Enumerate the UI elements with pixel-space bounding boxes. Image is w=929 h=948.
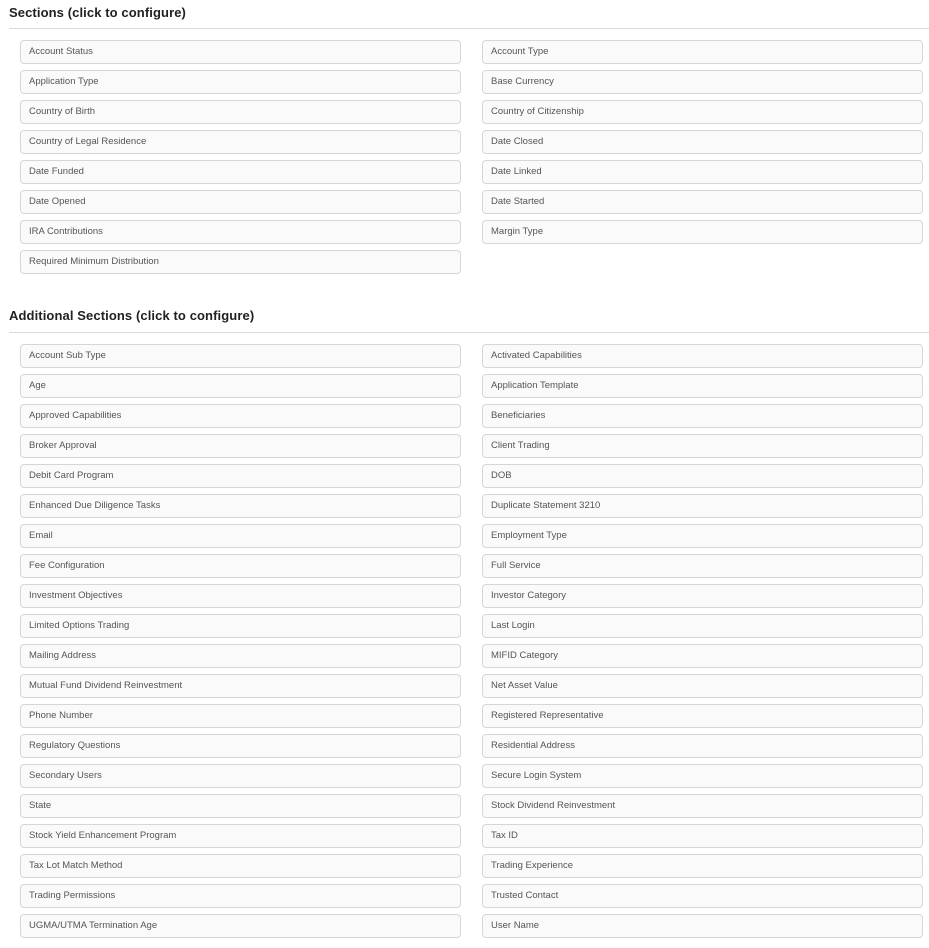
additional-section-item-duplicate-statement-3210[interactable]: Duplicate Statement 3210 bbox=[482, 494, 923, 518]
additional-section-item-net-asset-value[interactable]: Net Asset Value bbox=[482, 674, 923, 698]
section-item-date-funded[interactable]: Date Funded bbox=[20, 160, 461, 184]
section-item-base-currency[interactable]: Base Currency bbox=[482, 70, 923, 94]
additional-section-item-stock-yield-enhancement-program[interactable]: Stock Yield Enhancement Program bbox=[20, 824, 461, 848]
additional-section-item-registered-representative[interactable]: Registered Representative bbox=[482, 704, 923, 728]
additional-section-item-mutual-fund-dividend-reinvestment[interactable]: Mutual Fund Dividend Reinvestment bbox=[20, 674, 461, 698]
additional-section-item-regulatory-questions[interactable]: Regulatory Questions bbox=[20, 734, 461, 758]
section-item-date-started[interactable]: Date Started bbox=[482, 190, 923, 214]
additional-section-item-secondary-users[interactable]: Secondary Users bbox=[20, 764, 461, 788]
section-item-account-status[interactable]: Account Status bbox=[20, 40, 461, 64]
section-item-account-type[interactable]: Account Type bbox=[482, 40, 923, 64]
additional-section-item-dob[interactable]: DOB bbox=[482, 464, 923, 488]
additional-section-item-ugma-utma-termination-age[interactable]: UGMA/UTMA Termination Age bbox=[20, 914, 461, 938]
additional-section-item-trading-experience[interactable]: Trading Experience bbox=[482, 854, 923, 878]
additional-section-item-state[interactable]: State bbox=[20, 794, 461, 818]
additional-section-item-trading-permissions[interactable]: Trading Permissions bbox=[20, 884, 461, 908]
additional-section-item-fee-configuration[interactable]: Fee Configuration bbox=[20, 554, 461, 578]
sections-divider bbox=[9, 28, 929, 29]
additional-section-item-broker-approval[interactable]: Broker Approval bbox=[20, 434, 461, 458]
additional-section-item-email[interactable]: Email bbox=[20, 524, 461, 548]
additional-section-item-age[interactable]: Age bbox=[20, 374, 461, 398]
section-item-country-of-citizenship[interactable]: Country of Citizenship bbox=[482, 100, 923, 124]
additional-section-item-account-sub-type[interactable]: Account Sub Type bbox=[20, 344, 461, 368]
section-item-required-minimum-distribution[interactable]: Required Minimum Distribution bbox=[20, 250, 461, 274]
section-item-country-of-legal-residence[interactable]: Country of Legal Residence bbox=[20, 130, 461, 154]
sections-grid bbox=[20, 40, 923, 274]
additional-section-item-tax-id[interactable]: Tax ID bbox=[482, 824, 923, 848]
section-item-country-of-birth[interactable]: Country of Birth bbox=[20, 100, 461, 124]
additional-section-item-limited-options-trading[interactable]: Limited Options Trading bbox=[20, 614, 461, 638]
additional-section-item-employment-type[interactable]: Employment Type bbox=[482, 524, 923, 548]
additional-section-item-activated-capabilities[interactable]: Activated Capabilities bbox=[482, 344, 923, 368]
additional-sections-heading: Additional Sections (click to configure) bbox=[9, 308, 255, 323]
section-item-date-opened[interactable]: Date Opened bbox=[20, 190, 461, 214]
additional-section-item-user-name[interactable]: User Name bbox=[482, 914, 923, 938]
section-item-date-closed[interactable]: Date Closed bbox=[482, 130, 923, 154]
section-item-margin-type[interactable]: Margin Type bbox=[482, 220, 923, 244]
additional-section-item-enhanced-due-diligence-tasks[interactable]: Enhanced Due Diligence Tasks bbox=[20, 494, 461, 518]
section-item-application-type[interactable]: Application Type bbox=[20, 70, 461, 94]
additional-section-item-investment-objectives[interactable]: Investment Objectives bbox=[20, 584, 461, 608]
additional-section-item-tax-lot-match-method[interactable]: Tax Lot Match Method bbox=[20, 854, 461, 878]
section-item-ira-contributions[interactable]: IRA Contributions bbox=[20, 220, 461, 244]
additional-sections-grid bbox=[20, 344, 923, 938]
additional-section-item-secure-login-system[interactable]: Secure Login System bbox=[482, 764, 923, 788]
additional-section-item-approved-capabilities[interactable]: Approved Capabilities bbox=[20, 404, 461, 428]
additional-section-item-beneficiaries[interactable]: Beneficiaries bbox=[482, 404, 923, 428]
sections-heading: Sections (click to configure) bbox=[9, 5, 186, 20]
additional-section-item-trusted-contact[interactable]: Trusted Contact bbox=[482, 884, 923, 908]
additional-section-item-full-service[interactable]: Full Service bbox=[482, 554, 923, 578]
additional-section-item-application-template[interactable]: Application Template bbox=[482, 374, 923, 398]
additional-section-item-mifid-category[interactable]: MIFID Category bbox=[482, 644, 923, 668]
additional-section-item-mailing-address[interactable]: Mailing Address bbox=[20, 644, 461, 668]
additional-section-item-debit-card-program[interactable]: Debit Card Program bbox=[20, 464, 461, 488]
additional-section-item-client-trading[interactable]: Client Trading bbox=[482, 434, 923, 458]
additional-section-item-stock-dividend-reinvestment[interactable]: Stock Dividend Reinvestment bbox=[482, 794, 923, 818]
additional-section-item-last-login[interactable]: Last Login bbox=[482, 614, 923, 638]
additional-section-item-investor-category[interactable]: Investor Category bbox=[482, 584, 923, 608]
section-item-date-linked[interactable]: Date Linked bbox=[482, 160, 923, 184]
additional-section-item-phone-number[interactable]: Phone Number bbox=[20, 704, 461, 728]
additional-sections-divider bbox=[9, 332, 929, 333]
additional-section-item-residential-address[interactable]: Residential Address bbox=[482, 734, 923, 758]
